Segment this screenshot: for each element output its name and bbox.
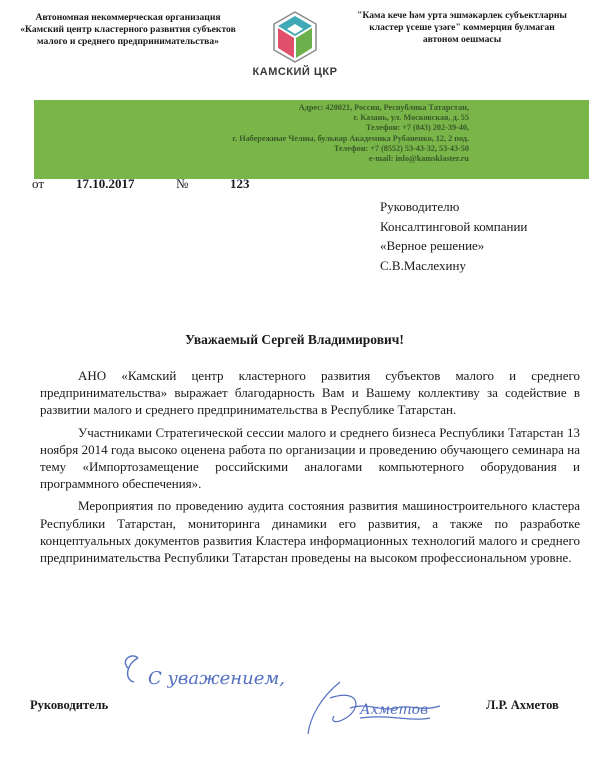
address-line: e-mail: info@kamsklaster.ru	[368, 154, 469, 164]
body-paragraph: Мероприятия по проведению аудита состояния развития машиностроительного кластера Республики Татарстан, мониторинга динамики его развития, а также по разработке концептуальных документов развития Кластера информационных технологий малого и среднего предпринимательства Республики Татарстан проведены на высоком профессиональном уровне.	[40, 498, 580, 566]
handwritten-closing-text: С уважением,	[148, 668, 286, 689]
organization-name-russian	[6, 12, 250, 48]
org-left-line: «Камский центр кластерного развития субъектов	[20, 24, 236, 35]
addressee-line: Консалтинговой компании	[380, 218, 528, 234]
addressee-block	[380, 197, 527, 275]
address-line: г. Набережные Челны, бульвар Академика Рубаненко, 12, 2 под.	[232, 133, 469, 143]
signatory-name: Л.Р. Ахметов	[486, 698, 559, 712]
greeting: Уважаемый Сергей Владимирович!	[185, 332, 404, 347]
signature-icon	[300, 678, 450, 738]
address-line: г. Казань, ул. Московская, д. 55	[353, 113, 469, 123]
number-label: №	[176, 176, 189, 191]
address-block	[139, 103, 469, 164]
addressee-line: «Верное решение»	[380, 238, 485, 253]
org-right-line: "Кама кече һәм урта эшмәкәрлек субъектларны	[357, 10, 567, 21]
org-left-line: Автономная некоммерческая организация	[35, 12, 221, 23]
organization-name-tatar	[342, 10, 582, 46]
signature-text: Ахметов	[360, 702, 429, 718]
address-band	[34, 100, 589, 179]
org-left-line: малого и среднего предпринимательства»	[37, 36, 219, 47]
letter-body	[40, 367, 580, 571]
body-paragraph: Участниками Стратегической сессии малого и среднего бизнеса Республики Татарстан 13 ноября 2014 года высоко оценена работа по организации и проведению обучающего семинара на тему «Импортозамещение российскими аналогами компьютерного оборудования и программного обеспечения».	[40, 424, 580, 492]
logo-text: КАМСКИЙ ЦКР	[252, 66, 338, 78]
addressee-line: Руководителю	[380, 199, 460, 214]
kamsky-logo-icon	[268, 10, 322, 64]
addressee-line: С.В.Маслехину	[380, 257, 466, 273]
signatory-position: Руководитель	[30, 698, 109, 712]
date-label: от	[32, 176, 45, 191]
address-line: Адрес: 420021, Россия, Республика Татарстан,	[298, 103, 469, 112]
org-right-line: кластер үсеше үзәге" коммерция булмаган	[369, 22, 555, 33]
body-paragraph: АНО «Камский центр кластерного развития субъектов малого и среднего предпринимательства» выражает благодарность Вам и Вашему коллективу за содействие в развитии малого и среднего предпринимательства в Республике Татарстан.	[40, 368, 580, 418]
handwritten-closing	[118, 650, 286, 696]
address-line: Телефон: +7 (843) 202-39-40,	[365, 123, 469, 133]
org-right-line: автоном оешмасы	[422, 34, 502, 45]
address-line: Телефон: +7 (8552) 53-43-32, 53-43-50	[333, 143, 469, 153]
letter-date: 17.10.2017	[76, 176, 135, 191]
letter-number: 123	[230, 176, 250, 191]
